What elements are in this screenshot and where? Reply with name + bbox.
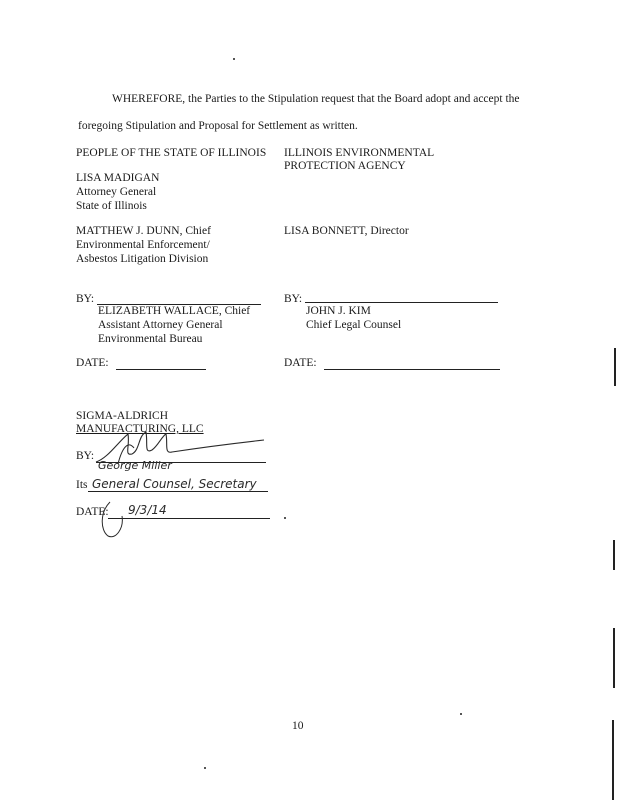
people-signer-name: ELIZABETH WALLACE, Chief (98, 305, 251, 317)
page-number: 10 (292, 720, 304, 732)
sigma-by-label: BY: (76, 450, 95, 462)
sigma-its-label: Its (76, 479, 88, 491)
iepa-date-line (324, 369, 500, 370)
iepa-by-label: BY: (284, 293, 303, 305)
sigma-name-line-2: MANUFACTURING, LLC (76, 423, 204, 435)
attorney-general-name: LISA MADIGAN (76, 172, 160, 184)
people-party-name: PEOPLE OF THE STATE OF ILLINOIS (76, 147, 267, 159)
sigma-handwritten-name: George Miller (98, 459, 172, 472)
people-by-label: BY: (76, 293, 95, 305)
sigma-title-line (88, 491, 268, 492)
sigma-date-label: DATE: (76, 506, 109, 518)
iepa-signer-name: JOHN J. KIM (306, 305, 371, 317)
signature-loop (96, 500, 136, 540)
intro-line-1: WHEREFORE, the Parties to the Stipulation request that the Board adopt and accept the (112, 93, 520, 105)
iepa-director: LISA BONNETT, Director (284, 225, 409, 237)
scan-artifact-right-4 (612, 720, 614, 800)
attorney-general-state: State of Illinois (76, 200, 147, 212)
scan-speck (284, 517, 286, 519)
scan-speck (233, 58, 235, 60)
iepa-signer-title: Chief Legal Counsel (306, 319, 402, 331)
scan-artifact-right-3 (613, 628, 615, 688)
people-date-line (116, 369, 206, 370)
people-signer-bureau: Environmental Bureau (98, 333, 203, 345)
people-date-label: DATE: (76, 357, 109, 369)
scan-artifact-right-2 (613, 540, 615, 570)
scan-speck (460, 713, 462, 715)
iepa-party-line-2: PROTECTION AGENCY (284, 160, 406, 172)
sigma-name-line-1: SIGMA-ALDRICH (76, 410, 168, 422)
division-chief-name: MATTHEW J. DUNN, Chief (76, 225, 211, 237)
sigma-handwritten-title: General Counsel, Secretary (92, 477, 257, 491)
attorney-general-title: Attorney General (76, 186, 157, 198)
iepa-party-line-1: ILLINOIS ENVIRONMENTAL (284, 147, 435, 159)
people-signer-title: Assistant Attorney General (98, 319, 223, 331)
intro-line-2: foregoing Stipulation and Proposal for Settlement as written. (78, 120, 358, 132)
iepa-signature-line (305, 302, 498, 303)
division-name-line-1: Environmental Enforcement/ (76, 239, 210, 251)
signature-scribble (88, 428, 268, 468)
iepa-date-label: DATE: (284, 357, 317, 369)
sigma-handwritten-date: 9/3/14 (128, 503, 167, 517)
division-name-line-2: Asbestos Litigation Division (76, 253, 209, 265)
scan-speck (204, 767, 206, 769)
scan-artifact-right-1 (614, 348, 616, 386)
